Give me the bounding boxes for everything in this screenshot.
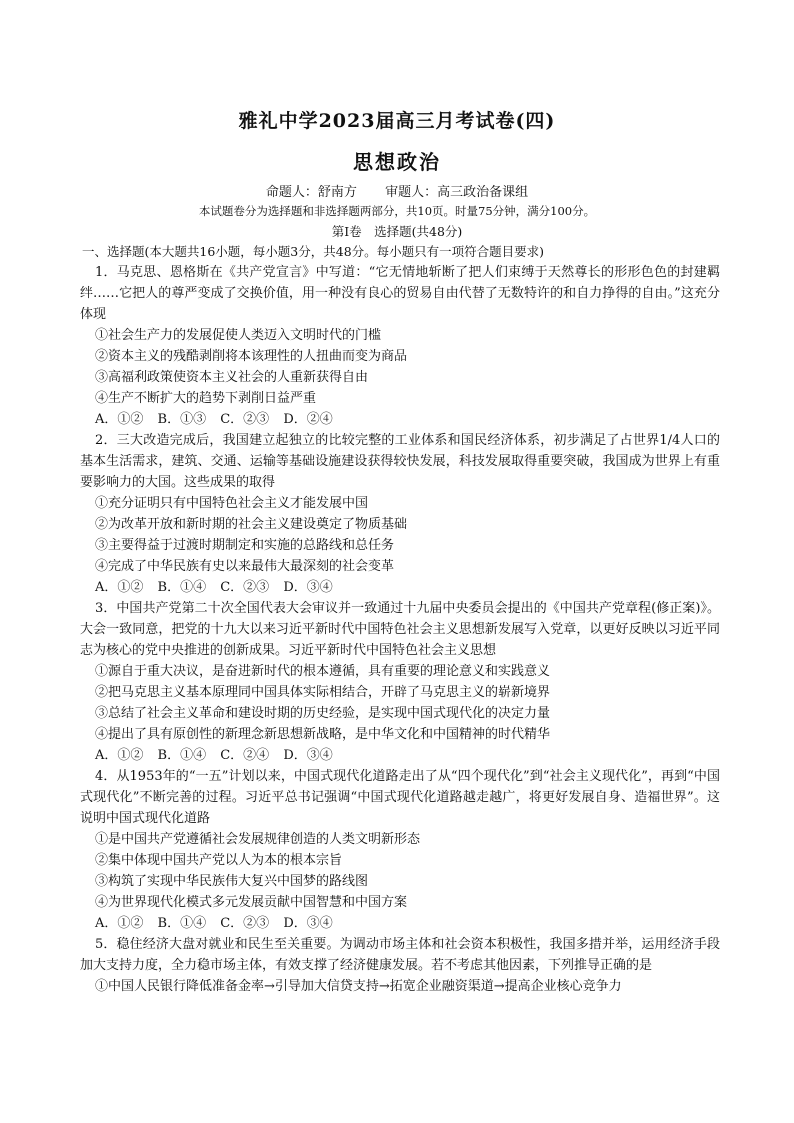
answer-choice: D．③④ (283, 748, 333, 763)
option: ①是中国共产党遵循社会发展规律创造的人类文明新形态 (95, 832, 421, 847)
option: ④为世界现代化模式多元发展贡献中国智慧和中国方案 (95, 895, 408, 910)
option: ③构筑了实现中华民族伟大复兴中国梦的路线图 (95, 874, 369, 889)
question (80, 934, 720, 997)
questions (80, 262, 720, 997)
answer-choices (80, 577, 720, 598)
setter: 命题人：舒南方 (265, 185, 357, 200)
question-stem: 3．中国共产党第二十次全国代表大会审议并一致通过十九届中央委员会提出的《中国共产党章程(修正案)》。大会一致同意，把党的十九大以来习近平新时代中国特色社会主义思想新发展写入党章，以更好反映以习近平同志为核心的党中央推进的创新成果。习近平新时代中国特色社会主义思想 (80, 601, 720, 658)
answer-choices (80, 913, 720, 934)
option: ②为改革开放和新时期的社会主义建设奠定了物质基础 (95, 517, 408, 532)
answer-choice: D．③④ (283, 916, 333, 931)
answer-choice: C．②④ (220, 748, 270, 763)
answer-choice: B．①④ (157, 916, 207, 931)
answer-choice: C．②③ (220, 412, 270, 427)
question-stem: 5．稳住经济大盘对就业和民生至关重要。为调动市场主体和社会资本积极性，我国多措并举，运用经济手段加大支持力度，全力稳市场主体，有效支撑了经济健康发展。若不考虑其他因素，下列推导正确的是 (80, 937, 720, 973)
option: ①源自于重大决议，是奋进新时代的根本遵循，具有重要的理论意义和实践意义 (95, 664, 551, 679)
answer-choice: B．①④ (157, 580, 207, 595)
reviewer: 审题人：高三政治备课组 (385, 185, 529, 200)
section-heading: 一、选择题(本大题共16小题，每小题3分，共48分。每小题只有一项符合题目要求) (82, 244, 545, 259)
exam-note: 本试题卷分为选择题和非选择题两部分，共10页。时量75分钟，满分100分。 (198, 204, 596, 218)
answer-choice: A．①② (95, 748, 144, 763)
answer-choice: A．①② (95, 580, 144, 595)
answer-choice: A．①② (95, 412, 144, 427)
subject-title: 思想政治 (353, 150, 441, 174)
option: ④生产不断扩大的趋势下剥削日益严重 (95, 391, 317, 406)
answer-choice: A．①② (95, 916, 144, 931)
answer-choice: C．②③ (220, 916, 270, 931)
question (80, 766, 720, 934)
volume-heading: 第Ⅰ卷 选择题(共48分) (331, 224, 463, 239)
answer-choice: B．①④ (157, 748, 207, 763)
option: ①社会生产力的发展促使人类迈入文明时代的门槛 (95, 328, 382, 343)
question-stem: 1．马克思、恩格斯在《共产党宣言》中写道：“它无情地斩断了把人们束缚于天然尊长的形形色色的封建羁绊……它把人的尊严变成了交换价值，用一种没有良心的贸易自由代替了无数特许的和自力挣得的自由。”这充分体现 (80, 265, 720, 322)
option: ①中国人民银行降低准备金率→引导加大信贷支持→拓宽企业融资渠道→提高企业核心竞争力 (95, 979, 622, 994)
question (80, 430, 720, 598)
authors-line (0, 181, 794, 200)
question-stem: 4．从1953年的“一五”计划以来，中国式现代化道路走出了从“四个现代化”到“社会主义现代化”，再到“中国式现代化”不断完善的过程。习近平总书记强调“中国式现代化道路越走越广，将更好发展自身、造福世界”。这说明中国式现代化道路 (80, 769, 720, 826)
option: ③主要得益于过渡时期制定和实施的总路线和总任务 (95, 538, 395, 553)
answer-choice: B．①③ (157, 412, 207, 427)
option: ④提出了具有原创性的新理念新思想新战略，是中华文化和中国精神的时代精华 (95, 727, 551, 742)
question-stem: 2．三大改造完成后，我国建立起独立的比较完整的工业体系和国民经济体系，初步满足了占世界1/4人口的基本生活需求，建筑、交通、运输等基础设施建设获得较快发展，科技发展取得重要突破，我国成为世界上有重要影响力的大国。这些成果的取得 (80, 433, 720, 490)
option: ④完成了中华民族有史以来最伟大最深刻的社会变革 (95, 559, 395, 574)
answer-choice: C．②③ (220, 580, 270, 595)
answer-choices (80, 409, 720, 430)
answer-choice: D．②④ (283, 412, 333, 427)
option: ②集中体现中国共产党以人为本的根本宗旨 (95, 853, 343, 868)
answer-choice: D．③④ (283, 580, 333, 595)
option: ③高福利政策使资本主义社会的人重新获得自由 (95, 370, 369, 385)
option: ②资本主义的残酷剥削将本该理性的人扭曲而变为商品 (95, 349, 408, 364)
exam-title: 雅礼中学2023届高三月考试卷(四) (238, 110, 556, 132)
answer-choices (80, 745, 720, 766)
question (80, 598, 720, 766)
option: ③总结了社会主义革命和建设时期的历史经验，是实现中国式现代化的决定力量 (95, 706, 551, 721)
option: ②把马克思主义基本原理同中国具体实际相结合，开辟了马克思主义的崭新境界 (95, 685, 551, 700)
question (80, 262, 720, 430)
option: ①充分证明只有中国特色社会主义才能发展中国 (95, 496, 369, 511)
